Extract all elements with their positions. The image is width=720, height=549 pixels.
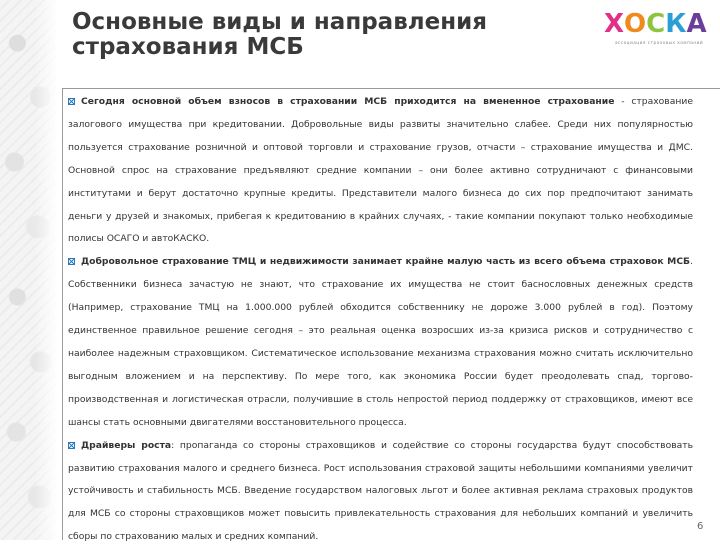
paragraph-3-text: : пропаганда со стороны страховщиков и содействие со стороны государства будут способствовать развитию страхования малого и среднего бизнеса. Рост использования страховой защиты небольшими компаниями увеличит устойчивость и стабильность МСБ. Введение государством налоговых льгот и более активная реклама страховых продуктов для МСБ со стороны страховщиков может повысить привлекательность страхования для небольших компаний и увеличить сборы по страхованию малых и средних компаний. (68, 439, 694, 543)
vertical-divider (62, 88, 63, 540)
content-body (68, 91, 693, 549)
logo-letter: К (665, 9, 687, 39)
paragraph-1-text: - страхование залогового имущества при кредитовании. Добровольные виды развиты значительно слабее. Среди них популярностью пользуется страхование розничной и оптовой торговли и страхование грузов, отчасти – страхование имущества и ДМС. Основной спрос на страхование предъявляют средние компании – они более активно сотрудничают с финансовыми институтами и берут достаточно крупные кредиты. Представители малого бизнеса до сих пор предпочитают занимать деньги у друзей и знакомых, прибегая к кредитованию в крайних случаях, - такие компании покупают только необходимые полисы ОСАГО и автоКАСКО. (68, 96, 693, 245)
logo-letter: А (686, 9, 707, 39)
paragraph-3 (68, 435, 693, 549)
paragraph-2 (68, 251, 693, 434)
boxed-x-bullet-icon (68, 98, 75, 105)
logo-letter: Х (604, 9, 625, 39)
company-logo (604, 10, 714, 50)
logo-letter: С (646, 9, 666, 39)
boxed-x-bullet-icon (68, 442, 75, 449)
logo-letter: О (624, 9, 647, 39)
boxed-x-bullet-icon (68, 258, 75, 265)
paragraph-1 (68, 91, 693, 251)
paragraph-2-text: . Собственники бизнеса зачастую не знают, что страхование их имущества не стоит баснословных денежных средств (Например, страхование ТМЦ на 1.000.000 рублей обходится собственнику не дороже 3.000 рублей в год). Поэтому единственное правильное решение сегодня – это реальная оценка возросших из-за кризиса рисков и сотрудничество с наиболее надежным страховщиком. Систематическое использование механизма страхования можно считать исключительно выгодным вложением и на перспективу. По мере того, как экономика России будет преодолевать спад, торгово-производственная и логистическая отрасли, получившие в столь непростой период поддержку от страховщиков, имеют все шансы стать основными двигателями восстановительного процесса. (68, 256, 693, 428)
page-number: 6 (697, 521, 704, 532)
title-line-2: страхования МСБ (72, 34, 304, 60)
page-title (72, 10, 592, 60)
horizontal-divider (62, 88, 720, 89)
logo-wordmark (604, 10, 714, 38)
decorative-ornament-border (0, 0, 58, 540)
title-line-1: Основные виды и направления (72, 9, 487, 35)
paragraph-1-lead: Сегодня основной объем взносов в страховании МСБ приходится на вмененное страхование (81, 96, 615, 107)
logo-tagline: ассоциация страховых компаний (614, 40, 704, 45)
paragraph-3-lead: Драйверы роста (81, 439, 172, 451)
paragraph-2-lead: Добровольное страхование ТМЦ и недвижимости занимает крайне малую часть из всего объема страховок МСБ (81, 256, 691, 268)
